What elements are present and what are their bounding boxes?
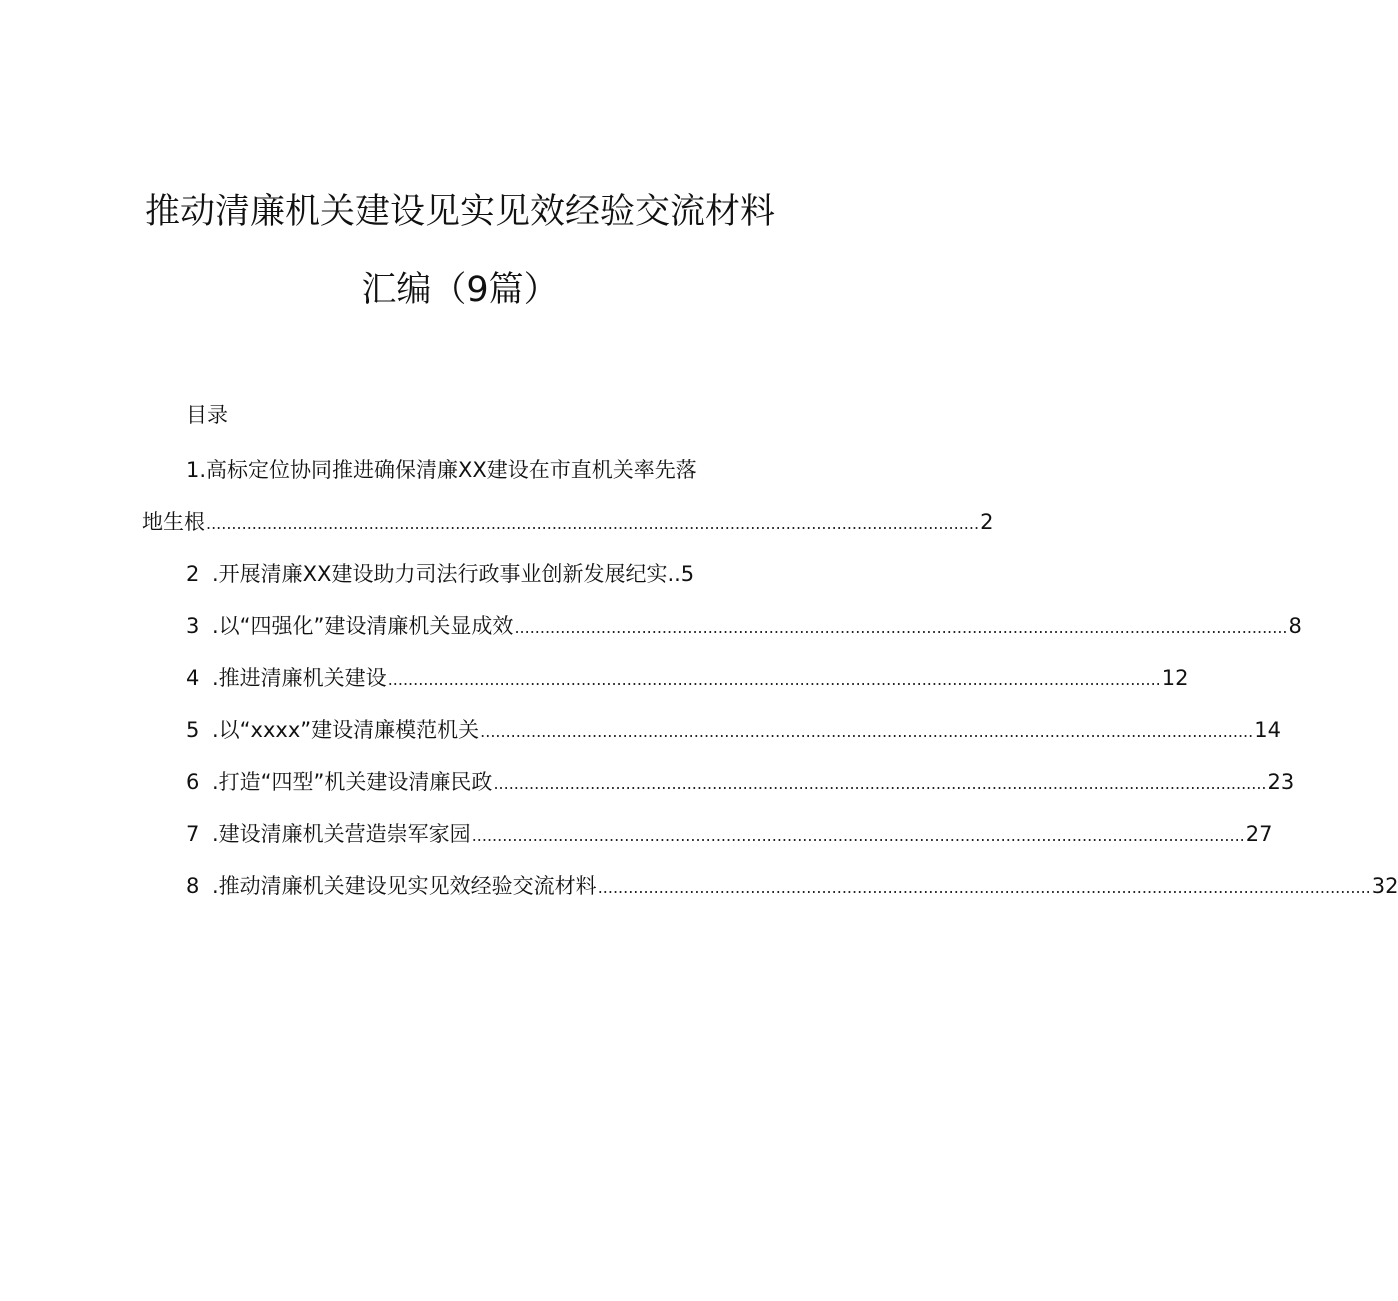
toc-item-label: .推动清廉机关建设见实见效经验交流材料 [212,874,597,898]
toc-item-5[interactable] [186,715,1281,747]
toc-item-3[interactable] [186,611,1302,643]
toc-leader-dots: ........................................................................................................................................................ [206,514,980,533]
toc-item-number: 6 [186,770,200,794]
toc-page-number: 27 [1245,822,1273,846]
toc-page-number: 8 [1288,614,1302,638]
toc-page-number: 2 [980,510,994,534]
toc-item-number: 2 [186,562,200,586]
toc-item-2[interactable] [186,559,748,589]
toc-item-label: .以“四强化”建设清廉机关显成效 [212,614,514,638]
toc-item-number: 5 [186,718,200,742]
toc-item-1-line-1[interactable]: 1.高标定位协同推进确保清廉XX建设在市直机关率先落 [186,458,697,482]
toc-heading: 目录 [186,403,228,427]
toc-leader-dots: ........................................................................................................................................................ [471,826,1245,845]
toc-item-4[interactable] [186,663,1189,695]
toc-page-number: 32 [1371,874,1398,898]
toc-page-number: 5 [680,562,695,586]
toc-item-6[interactable] [186,767,1295,799]
document-title-line-1: 推动清廉机关建设见实见效经验交流材料 [144,192,775,232]
document-title-line-2: 汇编（9篇） [361,270,559,310]
toc-item-label: .建设清廉机关营造崇军家园 [212,822,471,846]
toc-item-label: .推进清廉机关建设 [212,666,387,690]
toc-item-number: 4 [186,666,200,690]
toc-leader-dots: ........................................................................................................................................................ [597,878,1371,897]
toc-item-label: .开展清廉XX建设助力司法行政事业创新发展纪实.. [212,562,681,586]
toc-item-1[interactable] [142,507,994,539]
toc-leader-dots: ........................................................................................................................................................ [480,722,1254,741]
toc-leader-dots: ........................................................................................................................................................ [387,670,1161,689]
toc-page-number: 14 [1254,718,1281,742]
toc-item-number: 8 [186,874,200,898]
toc-item-number: 3 [186,614,200,638]
toc-item-8[interactable] [186,871,1398,903]
toc-item-1-line-2: 地生根 [142,510,205,534]
toc-page-number: 23 [1267,770,1295,794]
toc-leader-dots: ........................................................................................................................................................ [493,774,1267,793]
toc-item-label: .打造“四型”机关建设清廉民政 [212,770,493,794]
toc-item-7[interactable] [186,819,1273,851]
toc-page-number: 12 [1161,666,1189,690]
toc-leader-dots: ........................................................................................................................................................ [514,618,1288,637]
toc-item-label: .以“xxxx”建设清廉模范机关 [212,718,480,742]
toc-item-number: 7 [186,822,200,846]
